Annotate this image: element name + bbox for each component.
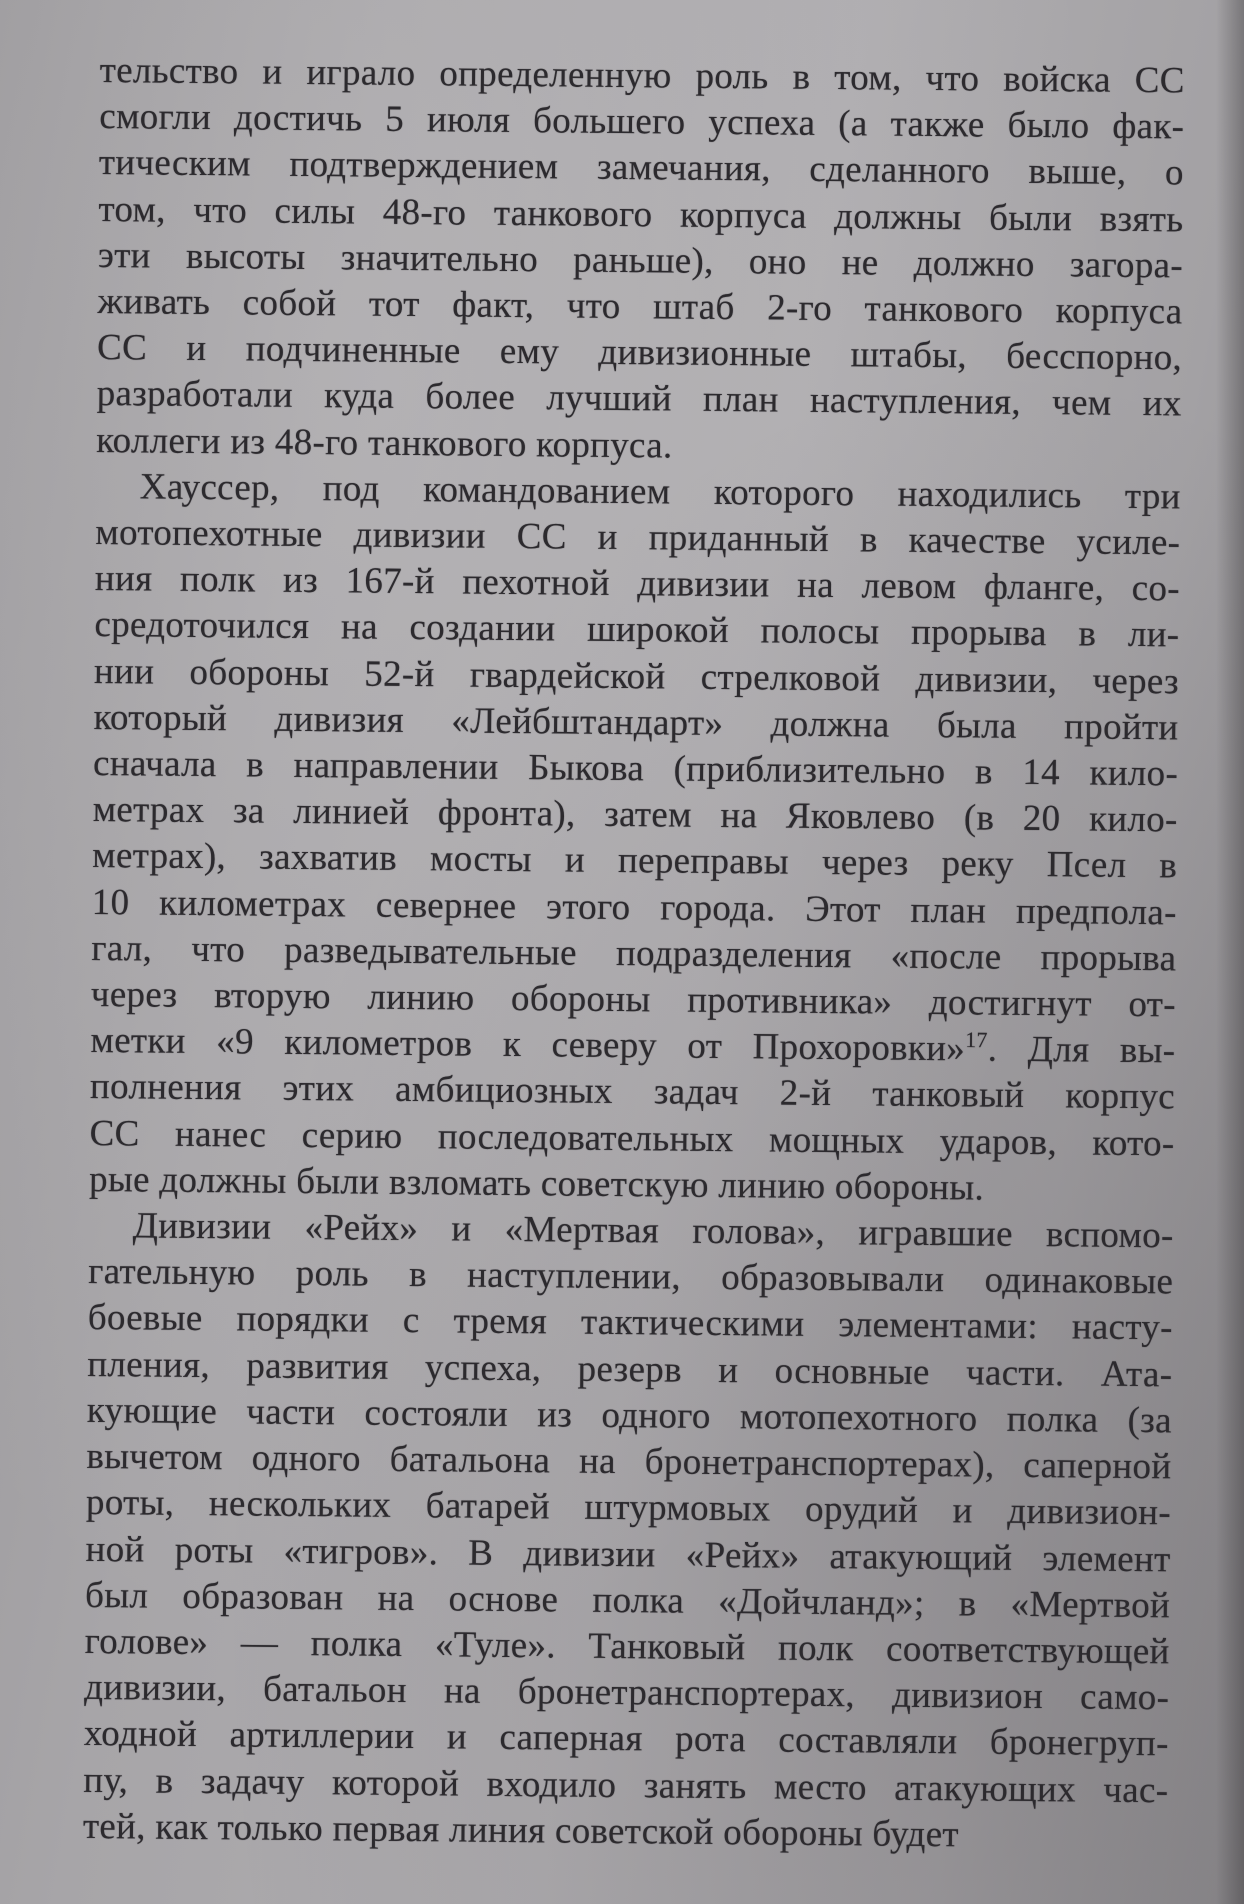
text-line: нии обороны 52-й гвардейской стрелковой дивизии, через (93, 650, 1180, 703)
text-line: боевые порядки с тремя тактическими элементами: насту- (87, 1297, 1173, 1349)
text-line: том, что силы 48-го танкового корпуса должны были взять (98, 188, 1184, 241)
text-line: голове» — полка «Туле». Танковый полк соответствующей (84, 1620, 1170, 1673)
page-edge-shadow (1216, 0, 1244, 1904)
text-line: кующие части состояли из одного мотопехотного полка (за (86, 1389, 1173, 1442)
paragraph-p3 (83, 1203, 1174, 1860)
text-line: сначала в направлении Быкова (приблизительно в 14 кило- (92, 743, 1179, 795)
text-line: 10 километрах севернее этого города. Этот план предпола- (91, 881, 1177, 934)
text-line: ния полк из 167-й пехотной дивизии на левом фланге, со- (94, 558, 1181, 610)
text-line: метрах за линией фронта), затем на Яковлево (в 20 кило- (92, 789, 1178, 841)
text-line: дивизии, батальон на бронетранспортерах, дивизион само- (84, 1667, 1170, 1719)
text-line: через вторую линию обороны противника» достигнут от- (90, 974, 1177, 1026)
text-line: ной роты «тигров». В дивизии «Рейх» атакующий элемент (85, 1528, 1171, 1580)
text-line: гательную роль в наступлении, образовывали одинаковые (88, 1251, 1174, 1303)
text-line: был образован на основе полка «Дойчланд»; в «Мертвой (84, 1574, 1171, 1627)
text-line: средоточился на создании широкой полосы прорыва в ли- (94, 604, 1180, 656)
text-line: метрах), захватив мосты и переправы через реку Псел в (92, 835, 1178, 887)
text-line: коллеги из 48-го танкового корпуса. (96, 419, 673, 467)
text-line-content: метки «9 километров к северу от Прохоровки» (90, 1020, 966, 1070)
text-line: тей, как только первая линия советской обороны будет (82, 1805, 960, 1856)
paragraph-p2 (89, 464, 1181, 1214)
text-line: живать собой тот факт, что штаб 2-го танкового корпуса (97, 281, 1183, 333)
text-line: смогли достичь 5 июля большего успеха (а также было фак- (99, 96, 1185, 148)
text-line: СС и подчиненные ему дивизионные штабы, бесспорно, (96, 327, 1183, 379)
text-line: полнения этих амбициозных задач 2-й танковый корпус (89, 1066, 1176, 1118)
text-line: ходной артиллерии и саперная рота составляли бронегруп- (83, 1713, 1169, 1765)
text-line: мотопехотные дивизии СС и приданный в качестве усиле- (95, 512, 1181, 564)
text-line: эти высоты значительно раньше), оно не должно загора- (97, 234, 1184, 287)
text-line: пления, развития успеха, резерв и основные части. Ата- (87, 1343, 1173, 1396)
text-line: который дивизия «Лейбштандарт» должна была пройти (93, 696, 1179, 749)
text-line: тельство и играло определенную роль в том, что войска СС (99, 49, 1185, 102)
footnote-mark: 17 (965, 1027, 988, 1053)
text-line: вычетом одного батальона на бронетранспортерах), саперной (86, 1436, 1172, 1488)
text-line: роты, нескольких батарей штурмовых орудий и дивизион- (85, 1482, 1172, 1534)
text-line: Хауссер, под командованием которого находились три (139, 466, 1181, 518)
text-line-tail: . Для вы- (987, 1028, 1176, 1072)
text-line: гал, что разведывательные подразделения «после прорыва (91, 927, 1177, 980)
text-line: Дивизии «Рейх» и «Мертвая голова», игравшие вспомо- (132, 1205, 1174, 1257)
text-line: пу, в задачу которой входило занять место атакующих час- (83, 1759, 1169, 1811)
text-line: разработали куда более лучший план наступления, чем их (96, 373, 1182, 425)
text-line: тическим подтверждением замечания, сделанного выше, о (98, 142, 1185, 194)
body-text (83, 48, 1185, 1860)
text-line: СС нанес серию последовательных мощных ударов, кото- (89, 1112, 1175, 1165)
paragraph-p1 (96, 48, 1185, 474)
text-line: рые должны были взломать советскую линию обороны. (88, 1158, 985, 1209)
